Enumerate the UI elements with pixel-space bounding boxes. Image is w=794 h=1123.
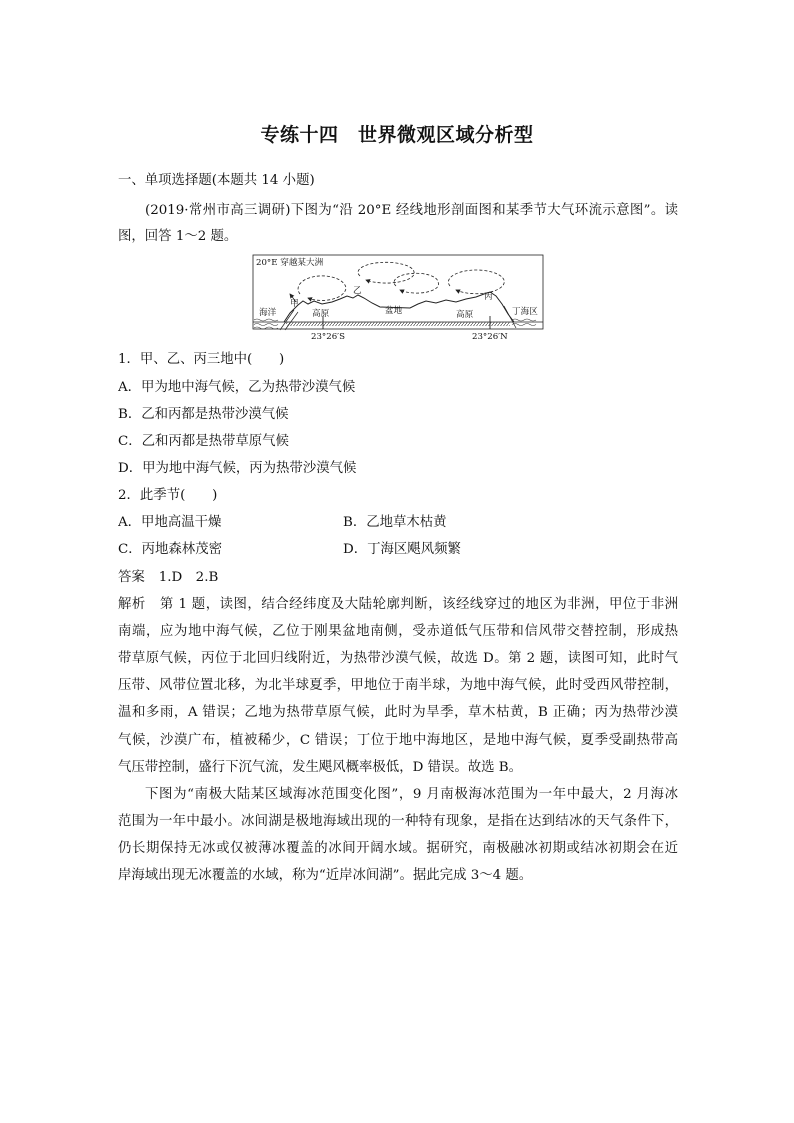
label-plateau-right: 高原 (456, 310, 474, 320)
answer-label: 答案 (118, 569, 145, 585)
intro-line: 图，回答 1～2 题。 (118, 229, 238, 244)
intro-paragraph (118, 198, 678, 250)
label-lat-north: 23°26′N (472, 332, 508, 342)
explanation-text: 第 1 题，读图，结合经纬度及大陆轮廓判断，该经线穿过的地区为非洲，甲位于非洲 (159, 596, 678, 612)
page-title: 专练十四 世界微观区域分析型 (260, 124, 534, 146)
explanation-line: 带草原气候，丙位于北回归线附近，为热带沙漠气候，故选 D。第 2 题，读图可知，此时气 (118, 651, 678, 667)
explanation-line: 南端，应为地中海气候，乙位于刚果盆地南侧，受赤道低气压带和信风带交替控制，形成热 (118, 623, 678, 639)
explanation-line: 气候，沙漠广布，植被稀少，C 错误；丁位于地中海地区，是地中海气候，夏季受副热带高 (118, 732, 678, 748)
option-row (118, 509, 678, 536)
option: D．丁海区飓风频繁 (343, 542, 461, 558)
option: A．甲地高温干燥 (118, 515, 222, 531)
explanation-line (118, 591, 678, 618)
passage-line: 下图为“南极大陆某区域海冰范围变化图”，9 月南极海冰范围为一年中最大，2 月海冰 (145, 786, 678, 802)
answer-text: 1.D 2.B (158, 569, 219, 585)
passage-line: 范围为一年中最小。冰间湖是极地海域出现的一种特有现象，是指在达到结冰的天气条件下， (118, 814, 678, 830)
explanation-line: 气压带控制，盛行下沉气流，发生飓风概率极低，D 错误。故选 B。 (118, 759, 523, 775)
option-row (118, 536, 678, 563)
label-bing: 丙 (484, 292, 493, 302)
ground-hatch (286, 322, 510, 326)
figure-corner-label: 20°E 穿越某大洲 (256, 258, 324, 268)
explanation-line: 温和多雨，A 错误；乙地为热带草原气候，此时为旱季，草木枯黄，B 正确；丙为热带沙漠 (118, 705, 678, 721)
label-jia: 甲 (290, 299, 299, 309)
option: D．甲为地中海气候，丙为热带沙漠气候 (118, 461, 357, 477)
explanation-label: 解析 (118, 596, 146, 612)
option: B．乙和丙都是热带沙漠气候 (118, 406, 289, 422)
questions-block (118, 346, 678, 889)
question-stem: 1．甲、乙、丙三地中( ) (118, 352, 285, 368)
intro-line: (2019·常州市高三调研)下图为“沿 20°E 经线地形剖面图和某季节大气环流示意图”。读 (145, 203, 678, 218)
label-lat-south: 23°26′S (311, 332, 346, 342)
label-yi: 乙 (353, 286, 362, 296)
answer-line (118, 564, 678, 591)
passage-line: 岸海域出现无冰覆盖的水域，称为“近岸冰间湖”。据此完成 3～4 题。 (118, 868, 533, 884)
passage-line: 仍长期保持无冰或仅被薄冰覆盖的冰间开阔水域。据研究，南极融冰初期或结冰初期会在近 (118, 841, 678, 857)
question-stem: 2．此季节( ) (118, 488, 218, 504)
label-plateau-left: 高原 (312, 309, 330, 319)
explanation-line: 压带、风带位置北移，为北半球夏季，甲地位于南半球，为地中海气候，此时受西风带控制， (118, 678, 678, 694)
label-basin: 盆地 (385, 306, 403, 316)
terrain-circulation-figure (250, 252, 550, 344)
label-ding-sea: 丁海区 (512, 307, 538, 317)
option: A．甲为地中海气候，乙为热带沙漠气候 (118, 379, 356, 395)
label-ocean: 海洋 (259, 308, 277, 318)
option: C．丙地森林茂密 (118, 542, 222, 558)
option: B．乙地草木枯黄 (343, 515, 447, 531)
section-heading: 一、单项选择题(本题共 14 小题) (118, 173, 315, 188)
option: C．乙和丙都是热带草原气候 (118, 433, 289, 449)
